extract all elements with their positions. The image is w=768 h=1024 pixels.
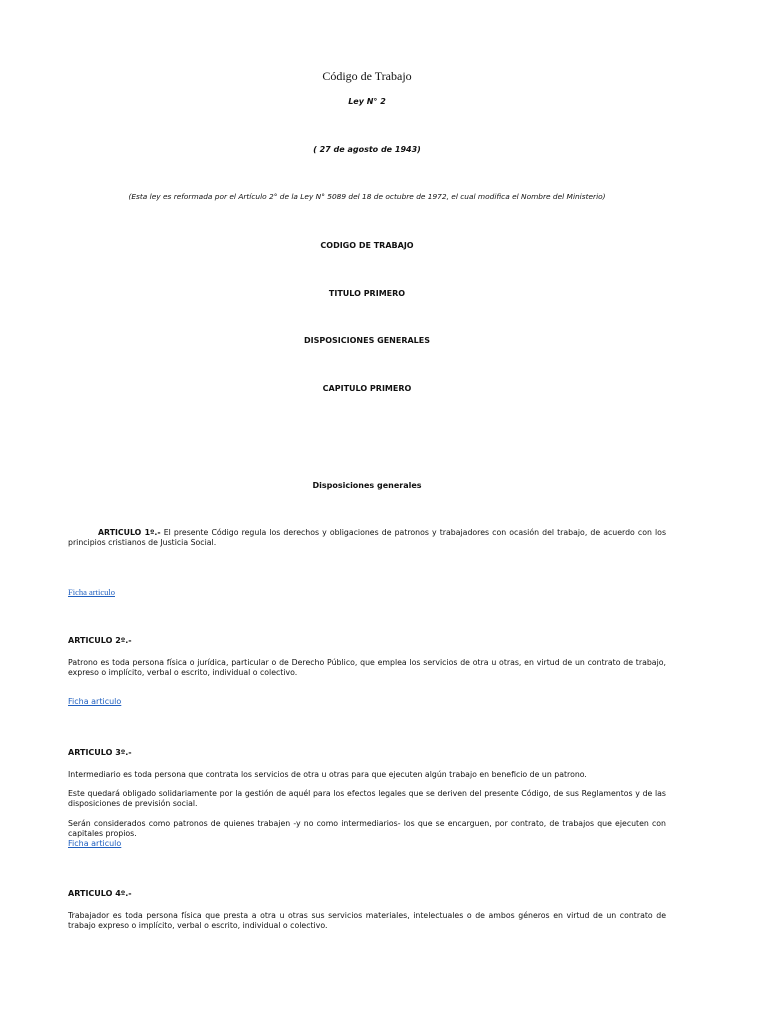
article-1-text: El presente Código regula los derechos y obligaciones de patronos y trabajadores con ocasión del trabajo, de acuerdo con los principios cristianos de Justicia Social. xyxy=(68,528,667,547)
reform-note: (Esta ley es reformada por el Artículo 2° de la Ley N° 5089 del 18 de octubre de 1972, el cual modifica el Nombre del Ministerio) xyxy=(128,192,606,201)
document-page xyxy=(68,0,666,1024)
ficha-articulo-link-2[interactable]: Ficha articulo xyxy=(68,697,122,706)
article-2-heading: ARTICULO 2º.- xyxy=(68,636,132,645)
document-title: Código de Trabajo xyxy=(322,69,412,83)
article-2-text: Patrono es toda persona física o jurídica, particular o de Derecho Público, que emplea los servicios de otra u otras, en virtud de un contrato de trabajo, expreso o implícito, verbal o escrito, individual o colectivo. xyxy=(68,658,666,677)
article-3-paragraph-2: Este quedará obligado solidariamente por la gestión de aquél para los efectos legales que se deriven del presente Código, de sus Reglamentos y de las disposiciones de previsión social. xyxy=(68,789,666,808)
article-1-heading: ARTICULO 1º.- xyxy=(98,528,161,537)
article-3-paragraph-3: Serán considerados como patronos de quienes trabajen -y no como intermediarios- los que se encarguen, por contrato, de trabajos que ejecuten con capitales propios. xyxy=(68,819,666,838)
heading-titulo: TITULO PRIMERO xyxy=(328,289,406,298)
article-4-text: Trabajador es toda persona física que presta a otra u otras sus servicios materiales, intelectuales o de ambos géneros en virtud de un contrato de trabajo expreso o implícito, verbal o escrito, individual o colectivo. xyxy=(68,911,666,930)
heading-subtitulo: Disposiciones generales xyxy=(312,481,422,490)
law-date: ( 27 de agosto de 1943) xyxy=(313,145,421,154)
heading-disposiciones: DISPOSICIONES GENERALES xyxy=(303,336,430,345)
article-3-paragraph-1: Intermediario es toda persona que contrata los servicios de otra u otras para que ejecuten algún trabajo en beneficio de un patrono. xyxy=(68,770,587,779)
article-1 xyxy=(68,528,666,548)
law-number: Ley N° 2 xyxy=(348,97,386,106)
ficha-articulo-link-1[interactable]: Ficha articulo xyxy=(68,587,115,597)
ficha-articulo-link-3[interactable]: Ficha articulo xyxy=(68,839,122,848)
article-4-heading: ARTICULO 4º.- xyxy=(68,889,132,898)
heading-capitulo: CAPITULO PRIMERO xyxy=(322,384,412,393)
article-3-heading: ARTICULO 3º.- xyxy=(68,748,132,757)
heading-codigo: CODIGO DE TRABAJO xyxy=(320,241,414,250)
